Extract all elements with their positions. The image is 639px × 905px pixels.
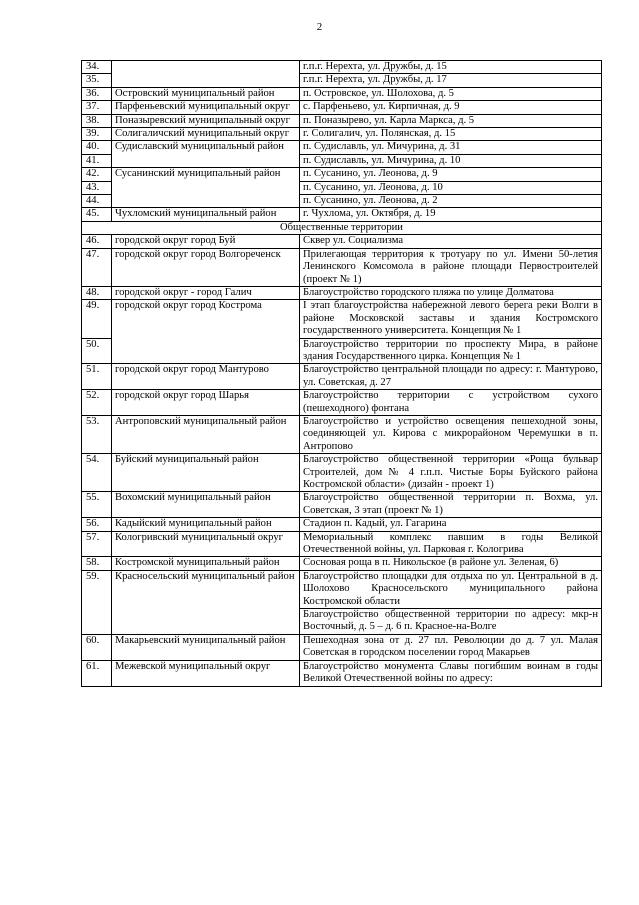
object-cell: Прилегающая территория к тротуару по ул. Имени 50-летия Ленинского Комсомола в районе площади Первостроителей (проект № 1) [300, 248, 602, 286]
object-cell: Благоустройство общественной территории п. Вохма, ул. Советская, 3 этап (проект № 1) [300, 492, 602, 518]
section-heading: Общественные территории [82, 221, 602, 234]
object-cell: Благоустройство территории с устройством сухого (пешеходного) фонтана [300, 390, 602, 416]
table-row [82, 531, 602, 557]
row-number: 35. [82, 74, 112, 87]
object-cell: I этап благоустройства набережной левого берега реки Волги в районе Московской заставы и здания Костромского государственного университета. Концепция № 1 [300, 300, 602, 338]
row-number: 42. [82, 168, 112, 181]
row-number: 53. [82, 415, 112, 453]
row-number: 61. [82, 660, 112, 686]
row-number: 50. [82, 338, 112, 364]
municipality-cell: городской округ - город Галич [112, 286, 300, 299]
row-number: 38. [82, 114, 112, 127]
object-cell: г. Солигалич, ул. Полянская, д. 15 [300, 128, 602, 141]
municipality-cell: Островский муниципальный район [112, 87, 300, 100]
object-cell: Благоустройство и устройство освещения пешеходной зоны, соединяющей ул. Кирова с микрорайоном Черемушки в п. Антропово [300, 415, 602, 453]
object-cell: г. Чухлома, ул. Октября, д. 19 [300, 208, 602, 221]
table-row [82, 61, 602, 74]
row-number: 57. [82, 531, 112, 557]
row-number: 48. [82, 286, 112, 299]
municipality-cell [112, 61, 300, 88]
object-cell: Благоустройство центральной площади по адресу: г. Мантурово, ул. Советская, д. 27 [300, 364, 602, 390]
object-cell: Сквер ул. Социализма [300, 235, 602, 248]
row-number: 56. [82, 518, 112, 531]
table-row [82, 101, 602, 114]
row-number: 51. [82, 364, 112, 390]
row-number: 36. [82, 87, 112, 100]
table-row [82, 492, 602, 518]
municipality-cell: городской округ город Шарья [112, 390, 300, 416]
object-cell: с. Парфеньево, ул. Кирпичная, д. 9 [300, 101, 602, 114]
table-row [82, 300, 602, 338]
municipality-cell: городской округ город Мантурово [112, 364, 300, 390]
table-row [82, 168, 602, 181]
table-row [82, 634, 602, 660]
municipality-cell: Антроповский муниципальный район [112, 415, 300, 453]
row-number: 44. [82, 195, 112, 208]
municipality-cell: Буйский муниципальный район [112, 454, 300, 492]
object-cell: Пешеходная зона от д. 27 пл. Революции до д. 7 ул. Малая Советская в городском поселении город Макарьев [300, 634, 602, 660]
object-cell: Благоустройство монумента Славы погибшим воинам в годы Великой Отечественной войны по адресу: [300, 660, 602, 686]
municipality-cell: Солигаличский муниципальный округ [112, 128, 300, 141]
municipality-cell: городской округ город Буй [112, 235, 300, 248]
table-row [82, 415, 602, 453]
object-cell: г.п.г. Нерехта, ул. Дружбы, д. 17 [300, 74, 602, 87]
row-number: 55. [82, 492, 112, 518]
municipality-cell: Поназыревский муниципальный округ [112, 114, 300, 127]
row-number: 34. [82, 61, 112, 74]
object-cell: г.п.г. Нерехта, ул. Дружбы, д. 15 [300, 61, 602, 74]
row-number: 46. [82, 235, 112, 248]
page-number: 2 [316, 21, 323, 33]
municipality-cell: Костромской муниципальный район [112, 557, 300, 570]
municipality-cell: Межевской муниципальный округ [112, 660, 300, 686]
municipality-cell: Красносельский муниципальный район [112, 570, 300, 634]
row-number: 60. [82, 634, 112, 660]
object-cell: п. Островское, ул. Шолохова, д. 5 [300, 87, 602, 100]
object-cell: п. Судиславль, ул. Мичурина, д. 31 [300, 141, 602, 154]
table-row [82, 87, 602, 100]
table-row [82, 570, 602, 608]
object-cell: Благоустройство территории по проспекту Мира, в районе здания Государственного цирка. Концепция № 1 [300, 338, 602, 364]
row-number: 54. [82, 454, 112, 492]
row-number: 47. [82, 248, 112, 286]
object-cell: п. Сусанино, ул. Леонова, д. 9 [300, 168, 602, 181]
row-number: 45. [82, 208, 112, 221]
municipality-cell: Кадыйский муниципальный район [112, 518, 300, 531]
object-cell: Стадион п. Кадый, ул. Гагарина [300, 518, 602, 531]
row-number: 37. [82, 101, 112, 114]
municipality-cell: Судиславский муниципальный район [112, 141, 300, 168]
row-number: 59. [82, 570, 112, 634]
municipality-cell: Кологривский муниципальный округ [112, 531, 300, 557]
object-cell: п. Судиславль, ул. Мичурина, д. 10 [300, 154, 602, 167]
table-row [82, 114, 602, 127]
object-cell: Благоустройство городского пляжа по улице Долматова [300, 286, 602, 299]
municipality-cell: Макарьевский муниципальный район [112, 634, 300, 660]
table-row [82, 208, 602, 221]
row-number: 49. [82, 300, 112, 338]
municipality-cell: Вохомский муниципальный район [112, 492, 300, 518]
municipality-cell: Парфеньевский муниципальный округ [112, 101, 300, 114]
row-number: 40. [82, 141, 112, 154]
table-row [82, 248, 602, 286]
table-row [82, 660, 602, 686]
object-cell: Благоустройство площадки для отдыха по ул. Центральной в д. Шолохово Красносельского муниципального района Костромской области [300, 570, 602, 608]
territories-table [81, 60, 602, 687]
municipality-cell: Сусанинский муниципальный район [112, 168, 300, 208]
row-number: 41. [82, 154, 112, 167]
table-row [82, 518, 602, 531]
municipality-cell: Чухломский муниципальный район [112, 208, 300, 221]
table-row [82, 128, 602, 141]
row-number: 39. [82, 128, 112, 141]
table-row [82, 286, 602, 299]
object-cell: п. Поназырево, ул. Карла Маркса, д. 5 [300, 114, 602, 127]
object-cell: п. Сусанино, ул. Леонова, д. 2 [300, 195, 602, 208]
object-cell: Мемориальный комплекс павшим в годы Великой Отечественной войны, ул. Парковая г. Кологрива [300, 531, 602, 557]
municipality-cell: городской округ город Кострома [112, 300, 300, 364]
object-cell: Сосновая роща в п. Никольское (в районе ул. Зеленая, 6) [300, 557, 602, 570]
table-row [82, 557, 602, 570]
section-row [82, 221, 602, 234]
row-number: 58. [82, 557, 112, 570]
object-cell: Благоустройство общественной территории по адресу: мкр-н Восточный, д. 5 – д. 6 п. Красное-на-Волге [300, 609, 602, 635]
row-number: 43. [82, 181, 112, 194]
municipality-cell: городской округ город Волгореченск [112, 248, 300, 286]
object-cell: Благоустройство общественной территории «Роща бульвар Строителей, дом № 4 г.п.п. Чистые Боры Буйского района Костромской области» (дизайн - проект 1) [300, 454, 602, 492]
row-number: 52. [82, 390, 112, 416]
table-row [82, 235, 602, 248]
table-row [82, 364, 602, 390]
object-cell: п. Сусанино, ул. Леонова, д. 10 [300, 181, 602, 194]
table-row [82, 454, 602, 492]
table-row [82, 390, 602, 416]
table-row [82, 141, 602, 154]
